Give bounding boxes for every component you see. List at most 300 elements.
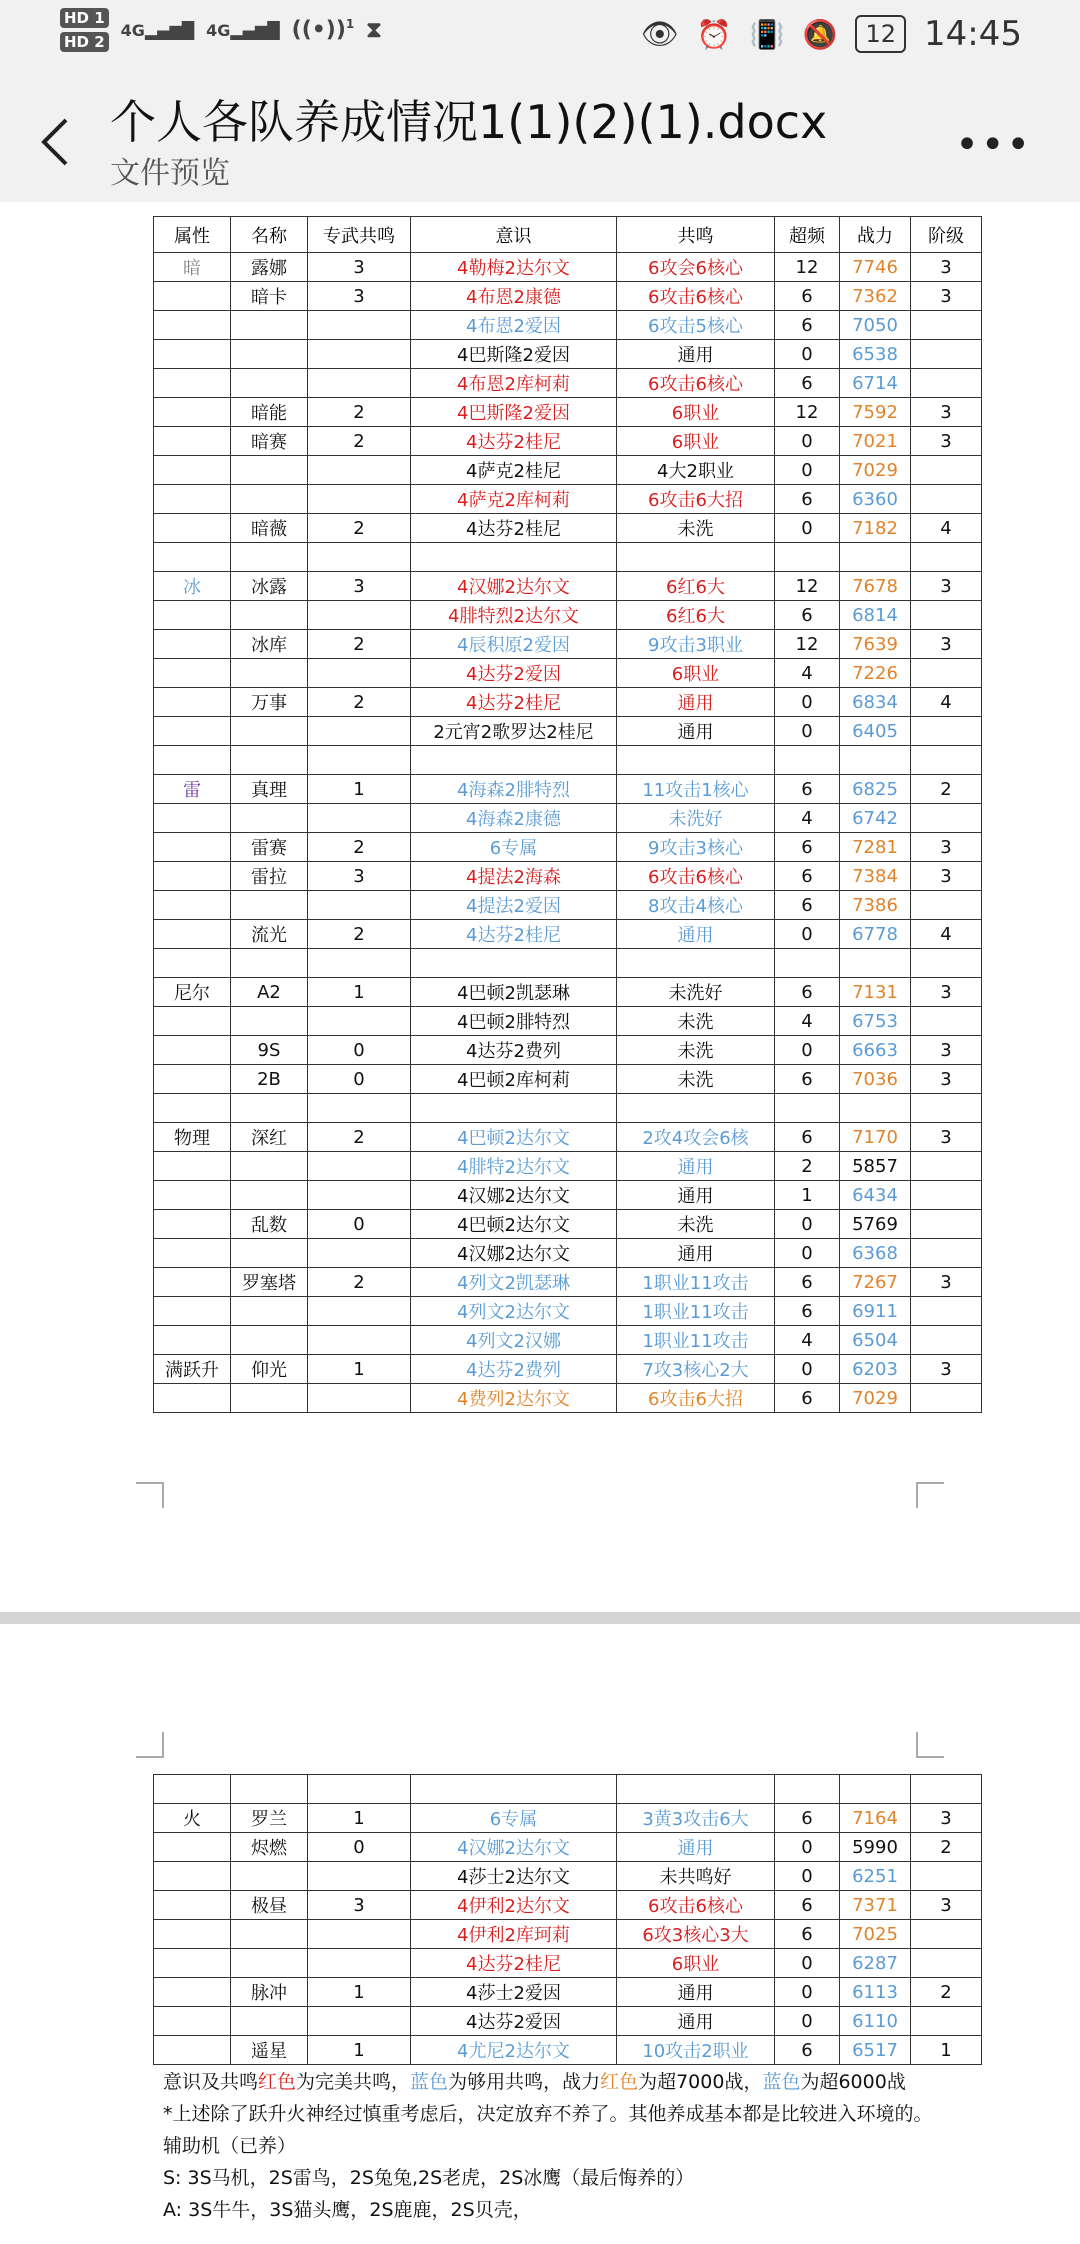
cell-consciousness: 6专属 (411, 1804, 617, 1833)
cell-overclock: 0 (775, 2007, 840, 2036)
cell-power: 6517 (840, 2036, 911, 2065)
cell-rank: 3 (911, 1268, 982, 1297)
cell-overclock: 6 (775, 1297, 840, 1326)
cell-power: 7384 (840, 862, 911, 891)
cell-overclock (775, 746, 840, 775)
cell-resonance: 未洗 (617, 1007, 775, 1036)
cell-power: 6814 (840, 601, 911, 630)
cell-power: 7678 (840, 572, 911, 601)
cell-rank: 3 (911, 1891, 982, 1920)
table-row (154, 1268, 982, 1297)
table-header-row (154, 217, 982, 253)
cell-overclock: 6 (775, 282, 840, 311)
cell-consciousness: 4辰积原2爱因 (411, 630, 617, 659)
cell-rank: 3 (911, 282, 982, 311)
cell-attribute (154, 1181, 231, 1210)
cell-rank (911, 1949, 982, 1978)
cell-overclock: 12 (775, 398, 840, 427)
cell-overclock: 6 (775, 369, 840, 398)
cell-name: 罗塞塔 (231, 1268, 308, 1297)
cell-rank (911, 1181, 982, 1210)
cell-rank (911, 746, 982, 775)
cell-attribute (154, 1384, 231, 1413)
table-body (154, 253, 982, 1413)
cell-name (231, 1384, 308, 1413)
more-options-icon[interactable]: ••• (955, 122, 1032, 168)
cell-power: 7362 (840, 282, 911, 311)
cell-rank: 4 (911, 514, 982, 543)
cell-attribute (154, 1036, 231, 1065)
cell-overclock (775, 543, 840, 572)
cell-consciousness: 4费列2达尔文 (411, 1384, 617, 1413)
cell-name (231, 601, 308, 630)
cell-attribute (154, 833, 231, 862)
cell-rank: 3 (911, 427, 982, 456)
cell-resonance (617, 543, 775, 572)
cell-attribute: 尼尔 (154, 978, 231, 1007)
cell-power (840, 1775, 911, 1804)
cell-power: 6911 (840, 1297, 911, 1326)
cell-weapon-resonance: 2 (308, 514, 411, 543)
cell-attribute: 火 (154, 1804, 231, 1833)
note-line: S: 3S马机，2S雷鸟，2S兔兔,2S老虎，2S冰鹰（最后悔养的） (163, 2167, 695, 2189)
cell-overclock: 6 (775, 601, 840, 630)
cell-consciousness: 4腓特烈2达尔文 (411, 601, 617, 630)
cell-overclock: 4 (775, 1326, 840, 1355)
cell-overclock: 6 (775, 862, 840, 891)
cell-consciousness: 4莎士2达尔文 (411, 1862, 617, 1891)
cell-consciousness: 4伊利2达尔文 (411, 1891, 617, 1920)
cell-name (231, 1326, 308, 1355)
cell-attribute (154, 311, 231, 340)
cell-attribute (154, 659, 231, 688)
cell-rank: 4 (911, 688, 982, 717)
table-row (154, 572, 982, 601)
battery-icon: 12 (855, 15, 906, 53)
table-row (154, 282, 982, 311)
cell-name (231, 1862, 308, 1891)
cell-attribute (154, 1268, 231, 1297)
cell-overclock: 0 (775, 717, 840, 746)
cell-name (231, 311, 308, 340)
cell-weapon-resonance: 2 (308, 1268, 411, 1297)
table-row (154, 427, 982, 456)
cell-rank: 3 (911, 978, 982, 1007)
cell-resonance: 6职业 (617, 398, 775, 427)
page-corner-mark (136, 1732, 164, 1758)
cell-power: 7050 (840, 311, 911, 340)
table-row (154, 514, 982, 543)
cell-resonance: 6攻击6核心 (617, 862, 775, 891)
cell-rank (911, 369, 982, 398)
table-row (154, 746, 982, 775)
cell-name: 乱数 (231, 1210, 308, 1239)
cell-consciousness: 4达芬2爱因 (411, 659, 617, 688)
cell-weapon-resonance (308, 891, 411, 920)
cell-power: 6538 (840, 340, 911, 369)
header-consciousness: 意识 (411, 217, 617, 253)
cell-weapon-resonance: 2 (308, 833, 411, 862)
cell-weapon-resonance (308, 601, 411, 630)
cell-resonance: 未洗 (617, 514, 775, 543)
cell-consciousness: 4尤尼2达尔文 (411, 2036, 617, 2065)
document-title: 个人各队养成情况1(1)(2)(1).docx (110, 95, 828, 149)
cell-weapon-resonance (308, 804, 411, 833)
cell-resonance: 通用 (617, 717, 775, 746)
cell-attribute (154, 427, 231, 456)
cell-power: 6405 (840, 717, 911, 746)
cell-rank: 3 (911, 630, 982, 659)
cell-consciousness: 4巴顿2凯瑟琳 (411, 978, 617, 1007)
cell-weapon-resonance (308, 1949, 411, 1978)
cell-consciousness: 4提法2海森 (411, 862, 617, 891)
cell-resonance: 6攻击6大招 (617, 1384, 775, 1413)
cell-overclock: 0 (775, 1036, 840, 1065)
cell-overclock: 6 (775, 891, 840, 920)
cell-resonance: 通用 (617, 688, 775, 717)
team-table-continued (153, 1774, 982, 2065)
hourglass-icon: ⧗ (366, 17, 382, 43)
cell-overclock: 6 (775, 833, 840, 862)
cell-power: 7036 (840, 1065, 911, 1094)
cell-weapon-resonance (308, 311, 411, 340)
cell-name (231, 456, 308, 485)
cell-name (231, 2007, 308, 2036)
cell-name (231, 804, 308, 833)
page-corner-mark (136, 1482, 164, 1508)
cell-overclock: 0 (775, 1355, 840, 1384)
cell-overclock: 6 (775, 311, 840, 340)
cell-name: 暗赛 (231, 427, 308, 456)
table-row (154, 1007, 982, 1036)
cell-attribute (154, 1862, 231, 1891)
cell-overclock: 1 (775, 1181, 840, 1210)
cell-consciousness: 2元宵2歌罗达2桂尼 (411, 717, 617, 746)
cell-overclock (775, 1775, 840, 1804)
table-row (154, 311, 982, 340)
cell-overclock: 0 (775, 920, 840, 949)
cell-resonance: 通用 (617, 920, 775, 949)
cell-power: 7386 (840, 891, 911, 920)
cell-attribute (154, 1326, 231, 1355)
cell-resonance: 通用 (617, 1833, 775, 1862)
app-bar (0, 72, 1080, 202)
table-row (154, 1181, 982, 1210)
table-row (154, 862, 982, 891)
cell-overclock: 0 (775, 1978, 840, 2007)
cell-name (231, 746, 308, 775)
cell-overclock: 4 (775, 659, 840, 688)
cell-weapon-resonance (308, 1775, 411, 1804)
cell-resonance: 3黄3攻击6大 (617, 1804, 775, 1833)
notes (163, 2066, 1063, 2226)
cell-attribute: 物理 (154, 1123, 231, 1152)
cell-rank: 2 (911, 1833, 982, 1862)
cell-rank: 3 (911, 833, 982, 862)
cell-consciousness: 4布恩2爱因 (411, 311, 617, 340)
cell-consciousness: 4腓特2达尔文 (411, 1152, 617, 1181)
table-row (154, 543, 982, 572)
cell-name: 万事 (231, 688, 308, 717)
cell-name: 暗薇 (231, 514, 308, 543)
cell-resonance: 未共鸣好 (617, 1862, 775, 1891)
cell-name: 罗兰 (231, 1804, 308, 1833)
table-row (154, 485, 982, 514)
cell-name (231, 717, 308, 746)
cell-power: 7025 (840, 1920, 911, 1949)
cell-rank: 3 (911, 398, 982, 427)
cell-power: 6834 (840, 688, 911, 717)
table-row (154, 253, 982, 282)
cell-attribute (154, 1775, 231, 1804)
cell-name (231, 369, 308, 398)
cell-overclock: 0 (775, 427, 840, 456)
cell-power: 7281 (840, 833, 911, 862)
status-left (60, 8, 382, 52)
cell-overclock: 6 (775, 1384, 840, 1413)
cell-weapon-resonance: 0 (308, 1833, 411, 1862)
table-row (154, 340, 982, 369)
cell-power: 7029 (840, 456, 911, 485)
cell-power: 7639 (840, 630, 911, 659)
cell-name (231, 949, 308, 978)
cell-power: 7592 (840, 398, 911, 427)
table-row (154, 1123, 982, 1152)
cell-resonance: 11攻击1核心 (617, 775, 775, 804)
cell-weapon-resonance: 1 (308, 1355, 411, 1384)
cell-weapon-resonance (308, 1297, 411, 1326)
cell-consciousness (411, 1775, 617, 1804)
cell-attribute (154, 1094, 231, 1123)
hotspot-icon: ((•))$^1$ (291, 17, 355, 43)
cell-attribute: 雷 (154, 775, 231, 804)
cell-weapon-resonance (308, 1094, 411, 1123)
header-resonance: 共鸣 (617, 217, 775, 253)
cell-overclock (775, 1094, 840, 1123)
cell-name: 流光 (231, 920, 308, 949)
cell-power: 7029 (840, 1384, 911, 1413)
cell-power (840, 746, 911, 775)
cell-resonance: 未洗 (617, 1210, 775, 1239)
table-row (154, 1804, 982, 1833)
cell-rank (911, 1094, 982, 1123)
cell-consciousness: 4伊利2库珂莉 (411, 1920, 617, 1949)
cell-resonance: 未洗好 (617, 804, 775, 833)
cell-power: 6110 (840, 2007, 911, 2036)
cell-rank (911, 601, 982, 630)
cell-consciousness: 4勒梅2达尔文 (411, 253, 617, 282)
vibrate-icon: 📳 (749, 17, 785, 51)
cell-consciousness: 4巴顿2腓特烈 (411, 1007, 617, 1036)
cell-rank: 1 (911, 2036, 982, 2065)
cell-power: 6434 (840, 1181, 911, 1210)
table-row (154, 1920, 982, 1949)
cell-power: 6742 (840, 804, 911, 833)
cell-overclock: 6 (775, 1268, 840, 1297)
cell-weapon-resonance: 2 (308, 1123, 411, 1152)
cell-attribute: 暗 (154, 253, 231, 282)
cell-overclock: 6 (775, 1891, 840, 1920)
cell-name: 烬燃 (231, 1833, 308, 1862)
cell-power: 7746 (840, 253, 911, 282)
cell-attribute (154, 1891, 231, 1920)
header-overclock: 超频 (775, 217, 840, 253)
cell-weapon-resonance: 1 (308, 1804, 411, 1833)
alarm-icon: ⏰ (696, 17, 732, 51)
cell-name (231, 543, 308, 572)
cell-weapon-resonance: 3 (308, 1891, 411, 1920)
cell-attribute (154, 543, 231, 572)
cell-rank: 2 (911, 1978, 982, 2007)
cell-consciousness: 4提法2爱因 (411, 891, 617, 920)
cell-weapon-resonance: 0 (308, 1210, 411, 1239)
cell-weapon-resonance (308, 1326, 411, 1355)
cell-power (840, 1094, 911, 1123)
cell-rank (911, 1862, 982, 1891)
cell-overclock: 12 (775, 630, 840, 659)
cell-attribute (154, 1239, 231, 1268)
cell-overclock: 6 (775, 1804, 840, 1833)
cell-power: 6113 (840, 1978, 911, 2007)
cell-weapon-resonance (308, 369, 411, 398)
cell-resonance: 6攻会6核心 (617, 253, 775, 282)
cell-attribute (154, 514, 231, 543)
cell-weapon-resonance: 2 (308, 630, 411, 659)
page-corner-mark (916, 1732, 944, 1758)
status-bar (0, 0, 1080, 72)
cell-resonance: 通用 (617, 340, 775, 369)
cell-weapon-resonance: 3 (308, 253, 411, 282)
table-row (154, 1355, 982, 1384)
cell-weapon-resonance (308, 1007, 411, 1036)
cell-power: 7267 (840, 1268, 911, 1297)
cell-rank (911, 2007, 982, 2036)
cell-rank (911, 1210, 982, 1239)
cell-attribute (154, 2036, 231, 2065)
cell-consciousness: 4达芬2桂尼 (411, 427, 617, 456)
cell-attribute (154, 2007, 231, 2036)
cell-resonance: 通用 (617, 1152, 775, 1181)
cell-rank (911, 717, 982, 746)
cell-rank (911, 456, 982, 485)
cell-resonance: 通用 (617, 2007, 775, 2036)
eye-icon: 👁 (640, 16, 679, 52)
cell-overclock: 12 (775, 253, 840, 282)
cell-power: 6504 (840, 1326, 911, 1355)
cell-attribute: 冰 (154, 572, 231, 601)
cell-overclock (775, 949, 840, 978)
table-row (154, 1862, 982, 1891)
status-right (641, 14, 1022, 54)
cell-rank: 3 (911, 1123, 982, 1152)
cell-attribute (154, 398, 231, 427)
header-weapon-resonance: 专武共鸣 (308, 217, 411, 253)
cell-attribute (154, 601, 231, 630)
cell-resonance (617, 746, 775, 775)
table-row (154, 1978, 982, 2007)
cell-rank (911, 1326, 982, 1355)
cell-weapon-resonance (308, 1181, 411, 1210)
cell-resonance: 未洗 (617, 1036, 775, 1065)
cell-name (231, 891, 308, 920)
table-row (154, 1775, 982, 1804)
cell-power: 6287 (840, 1949, 911, 1978)
cell-weapon-resonance: 2 (308, 688, 411, 717)
cell-name (231, 1152, 308, 1181)
cell-resonance: 7攻3核心2大 (617, 1355, 775, 1384)
cell-weapon-resonance (308, 1920, 411, 1949)
page-separator (0, 1612, 1080, 1624)
cell-name (231, 340, 308, 369)
cell-consciousness: 4汉娜2达尔文 (411, 1181, 617, 1210)
cell-name: 2B (231, 1065, 308, 1094)
table-row (154, 920, 982, 949)
cell-resonance (617, 1094, 775, 1123)
cell-weapon-resonance: 3 (308, 282, 411, 311)
table-row (154, 456, 982, 485)
cell-overclock: 2 (775, 1152, 840, 1181)
cell-attribute (154, 688, 231, 717)
table-row (154, 1065, 982, 1094)
cell-resonance: 9攻击3核心 (617, 833, 775, 862)
cell-rank (911, 949, 982, 978)
table-row (154, 775, 982, 804)
cell-consciousness: 4海森2康德 (411, 804, 617, 833)
cell-rank: 3 (911, 1065, 982, 1094)
table-row (154, 1210, 982, 1239)
back-arrow-icon[interactable] (36, 112, 76, 172)
cell-resonance: 1职业11攻击 (617, 1268, 775, 1297)
cell-attribute (154, 1949, 231, 1978)
table-row (154, 2036, 982, 2065)
document-subtitle: 文件预览 (110, 156, 230, 191)
cell-rank: 3 (911, 253, 982, 282)
cell-rank: 3 (911, 1804, 982, 1833)
cell-consciousness: 4列文2凯瑟琳 (411, 1268, 617, 1297)
cell-power: 6663 (840, 1036, 911, 1065)
cell-name: 暗能 (231, 398, 308, 427)
table-row (154, 1036, 982, 1065)
cell-consciousness: 6专属 (411, 833, 617, 862)
team-table (153, 216, 982, 1413)
cell-weapon-resonance: 1 (308, 2036, 411, 2065)
cell-attribute (154, 1065, 231, 1094)
cell-consciousness: 4达芬2桂尼 (411, 514, 617, 543)
cell-weapon-resonance: 0 (308, 1036, 411, 1065)
cell-name (231, 1181, 308, 1210)
cell-overclock: 0 (775, 514, 840, 543)
cell-power: 6368 (840, 1239, 911, 1268)
cell-weapon-resonance (308, 1862, 411, 1891)
cell-power: 6825 (840, 775, 911, 804)
cell-power: 6251 (840, 1862, 911, 1891)
cell-attribute (154, 485, 231, 514)
cell-overclock: 0 (775, 456, 840, 485)
cell-resonance: 未洗 (617, 1065, 775, 1094)
cell-consciousness: 4汉娜2达尔文 (411, 572, 617, 601)
table-row (154, 804, 982, 833)
cell-name: 露娜 (231, 253, 308, 282)
cell-name: 真理 (231, 775, 308, 804)
cell-consciousness: 4列文2达尔文 (411, 1297, 617, 1326)
cell-resonance: 通用 (617, 1181, 775, 1210)
cell-attribute: 满跃升 (154, 1355, 231, 1384)
cell-resonance: 6攻击6核心 (617, 369, 775, 398)
cell-attribute (154, 1978, 231, 2007)
cell-name (231, 485, 308, 514)
table-row (154, 717, 982, 746)
cell-consciousness: 4巴顿2达尔文 (411, 1123, 617, 1152)
